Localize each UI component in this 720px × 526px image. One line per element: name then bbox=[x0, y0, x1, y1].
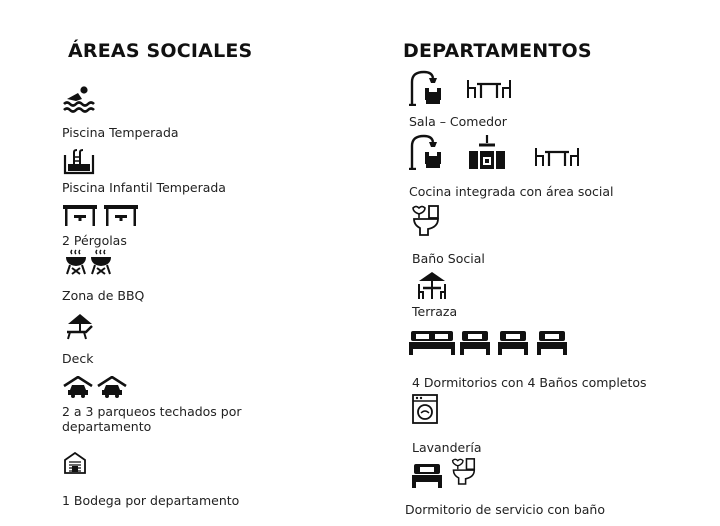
departamentos-title: DEPARTAMENTOS bbox=[403, 40, 592, 62]
double-bed-icon bbox=[409, 329, 455, 355]
dining-table-icon bbox=[466, 78, 512, 100]
swimmer-icon bbox=[62, 85, 96, 115]
washing-machine-icon bbox=[412, 394, 438, 424]
bed-icon bbox=[460, 329, 490, 355]
item-label-bodega: 1 Bodega por departamento bbox=[62, 493, 240, 508]
pool-ladder-icon bbox=[62, 149, 96, 175]
item-label-piscina: Piscina Temperada bbox=[62, 125, 179, 140]
item-label-servicio: Dormitorio de servicio con baño bbox=[405, 502, 605, 517]
pergola-icon bbox=[62, 204, 98, 226]
bed-icon bbox=[537, 329, 567, 355]
toilet-sink-icon bbox=[410, 204, 440, 236]
floor-lamp-armchair-icon bbox=[408, 134, 444, 170]
kitchen-stove-icon bbox=[467, 134, 507, 170]
item-label-pergolas: 2 Pérgolas bbox=[62, 233, 127, 248]
item-label-terraza: Terraza bbox=[412, 304, 458, 319]
areas-sociales-title: ÁREAS SOCIALES bbox=[68, 40, 253, 62]
item-label-bbq: Zona de BBQ bbox=[62, 288, 145, 303]
item-label-piscina-infantil: Piscina Infantil Temperada bbox=[62, 180, 226, 195]
bed-icon bbox=[412, 462, 442, 488]
covered-parking-icon bbox=[62, 376, 94, 398]
item-label-lavanderia: Lavandería bbox=[412, 440, 482, 455]
bed-icon bbox=[498, 329, 528, 355]
storage-unit-icon bbox=[64, 452, 86, 474]
dining-table-icon bbox=[534, 146, 580, 168]
toilet-sink-icon bbox=[450, 456, 476, 486]
bbq-grill-icon bbox=[89, 249, 113, 275]
pergola-icon bbox=[103, 204, 139, 226]
bbq-grill-icon bbox=[64, 249, 88, 275]
item-label-parqueos-line2: departamento bbox=[62, 419, 152, 434]
beach-umbrella-lounger-icon bbox=[64, 312, 96, 340]
patio-umbrella-table-icon bbox=[417, 270, 447, 300]
item-label-sala-comedor: Sala – Comedor bbox=[409, 114, 507, 129]
item-label-deck: Deck bbox=[62, 351, 94, 366]
item-label-parqueos: 2 a 3 parqueos techados por bbox=[62, 404, 242, 419]
item-label-bano-social: Baño Social bbox=[412, 251, 485, 266]
item-label-cocina: Cocina integrada con área social bbox=[409, 184, 614, 199]
floor-lamp-armchair-icon bbox=[408, 70, 444, 106]
covered-parking-icon bbox=[96, 376, 128, 398]
item-label-dormitorios: 4 Dormitorios con 4 Baños completos bbox=[412, 375, 647, 390]
